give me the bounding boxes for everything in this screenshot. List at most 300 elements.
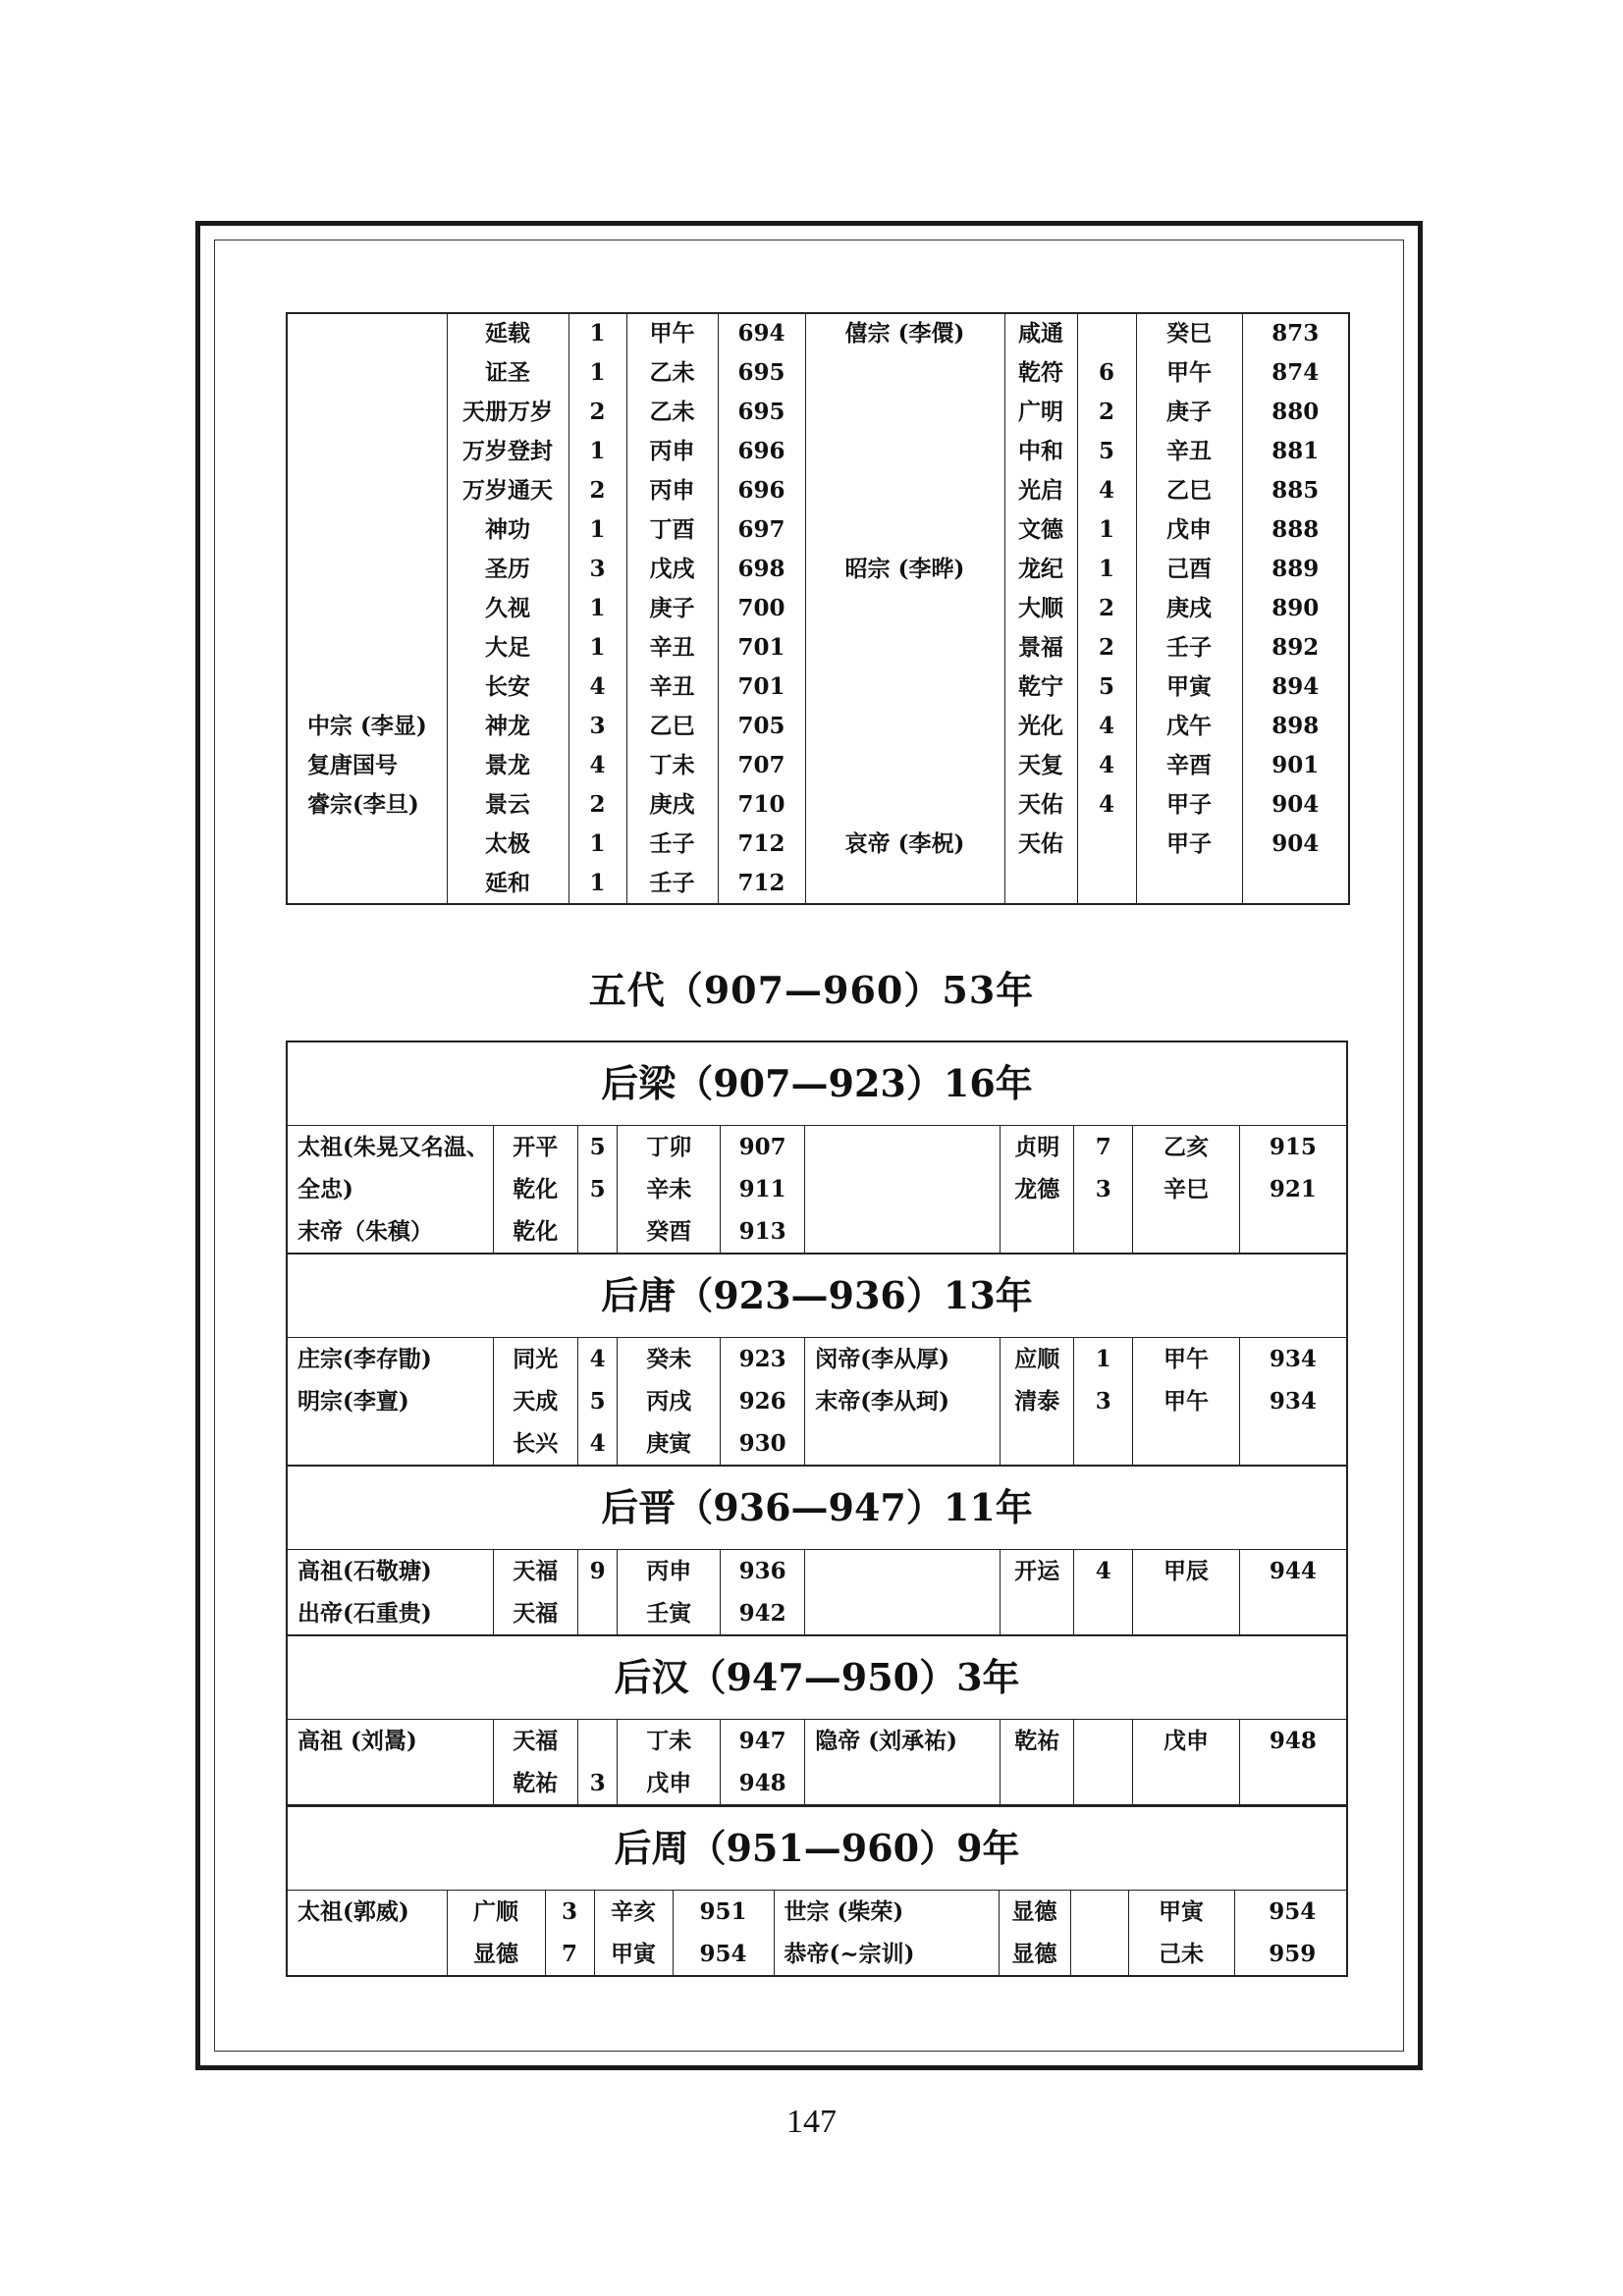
dynasty-cell-g: 辛亥 [594, 1891, 673, 1933]
dynasty-cell-n [577, 1210, 618, 1253]
dynasty-cell-r: 庄宗(李存勖) [288, 1338, 493, 1380]
dynasty-cell-e: 长兴 [493, 1422, 577, 1465]
tang-cell-r [287, 510, 447, 550]
dynasty-cell-e2: 乾祐 [1001, 1720, 1074, 1762]
tang-cell-g: 庚子 [626, 589, 718, 628]
dynasty-cell-y: 923 [721, 1338, 805, 1380]
dynasty-cell-g: 辛未 [618, 1168, 721, 1210]
dynasty-cell-r: 全忠) [288, 1168, 493, 1210]
dynasty-cell-n: 3 [577, 1762, 618, 1804]
dynasty-cell-y2 [1239, 1210, 1346, 1253]
tang-cell-y: 696 [718, 432, 805, 471]
tang-cell-n: 1 [568, 353, 626, 393]
dynasty-cell-g2 [1133, 1762, 1240, 1804]
tang-row [287, 589, 1349, 628]
dynasty-cell-r [288, 1933, 447, 1975]
tang-cell-n: 4 [568, 667, 626, 707]
dynasty-cell-g2: 辛巳 [1133, 1168, 1240, 1210]
page-number: 147 [786, 2104, 837, 2140]
tang-cell-n: 2 [568, 393, 626, 432]
tang-cell-n2: 4 [1077, 746, 1136, 785]
tang-cell-n: 2 [568, 471, 626, 510]
tang-cell-y: 701 [718, 667, 805, 707]
tang-cell-g2: 庚戌 [1136, 589, 1242, 628]
tang-cell-r [287, 589, 447, 628]
dynasty-cell-n: 4 [577, 1338, 618, 1380]
tang-cell-e: 圣历 [447, 550, 568, 589]
dynasty-cell-y: 911 [721, 1168, 805, 1210]
tang-row [287, 471, 1349, 510]
dynasty-cell-g2: 戊申 [1133, 1720, 1240, 1762]
tang-cell-y2: 889 [1242, 550, 1349, 589]
dynasty-cell-r2 [805, 1762, 1001, 1804]
dynasty-cell-y: 930 [721, 1422, 805, 1465]
dynasty-row [288, 1891, 1350, 1933]
tang-cell-n: 1 [568, 628, 626, 667]
tang-cell-r [287, 471, 447, 510]
dynasty-cell-r: 太祖(朱晃又名温、 [288, 1126, 493, 1168]
tang-cell-y: 700 [718, 589, 805, 628]
tang-cell-y2 [1242, 864, 1349, 904]
dynasty-cell-r: 太祖(郭威) [288, 1891, 447, 1933]
dynasty-cell-n: 5 [577, 1380, 618, 1422]
dynasty-cell-y: 948 [721, 1762, 805, 1804]
tang-cell-g2: 甲子 [1136, 825, 1242, 864]
tang-cell-e2: 天佑 [1004, 785, 1077, 825]
dynasty-cell-y2: 944 [1239, 1550, 1346, 1592]
dynasty-reign-table [288, 1550, 1346, 1634]
five-dynasties-title: 五代（907—960）53年 [588, 968, 1035, 1012]
tang-row [287, 864, 1349, 904]
tang-cell-r: 复唐国号 [287, 746, 447, 785]
dynasty-cell-e2: 显德 [999, 1933, 1070, 1975]
tang-cell-r [287, 550, 447, 589]
dynasty-cell-n2 [1070, 1933, 1128, 1975]
dynasty-title: 后汉（947—950）3年 [288, 1636, 1346, 1720]
dynasty-cell-y2: 954 [1234, 1891, 1350, 1933]
tang-cell-g: 丙申 [626, 432, 718, 471]
tang-cell-n2: 2 [1077, 393, 1136, 432]
tang-cell-y2: 898 [1242, 707, 1349, 746]
dynasty-cell-n2 [1074, 1422, 1133, 1465]
dynasty-cell-n: 4 [577, 1422, 618, 1465]
tang-cell-e2: 乾符 [1004, 353, 1077, 393]
tang-cell-e: 太极 [447, 825, 568, 864]
tang-cell-r2 [805, 510, 1004, 550]
tang-cell-g: 庚戌 [626, 785, 718, 825]
dynasty-row [288, 1210, 1346, 1253]
tang-row [287, 393, 1349, 432]
tang-cell-r [287, 628, 447, 667]
dynasty-cell-g2: 甲寅 [1128, 1891, 1234, 1933]
dynasty-cell-n2 [1074, 1210, 1133, 1253]
dynasty-cell-n: 3 [545, 1891, 594, 1933]
tang-cell-e: 延载 [447, 313, 568, 353]
tang-cell-e: 长安 [447, 667, 568, 707]
dynasty-reign-table [288, 1126, 1346, 1253]
tang-cell-y2: 881 [1242, 432, 1349, 471]
dynasty-cell-r: 末帝（朱稹） [288, 1210, 493, 1253]
dynasty-cell-g: 丁卯 [618, 1126, 721, 1168]
tang-cell-g2: 庚子 [1136, 393, 1242, 432]
tang-cell-r: 中宗 (李显) [287, 707, 447, 746]
tang-cell-g: 乙未 [626, 393, 718, 432]
tang-cell-r2 [805, 432, 1004, 471]
tang-cell-y2: 873 [1242, 313, 1349, 353]
tang-cell-n2: 6 [1077, 353, 1136, 393]
dynasty-cell-e: 乾化 [493, 1210, 577, 1253]
dynasty-cell-n2: 7 [1074, 1126, 1133, 1168]
dynasty-cell-r2: 恭帝(~宗训) [774, 1933, 999, 1975]
dynasty-cell-g: 癸酉 [618, 1210, 721, 1253]
tang-cell-g: 甲午 [626, 313, 718, 353]
tang-cell-y2: 874 [1242, 353, 1349, 393]
dynasty-cell-n2: 3 [1074, 1168, 1133, 1210]
dynasty-cell-r: 高祖(石敬瑭) [288, 1550, 493, 1592]
tang-cell-e2: 乾宁 [1004, 667, 1077, 707]
dynasty-title: 后周（951—960）9年 [288, 1807, 1346, 1891]
dynasty-cell-y: 954 [673, 1933, 774, 1975]
dynasty-cell-y2: 915 [1239, 1126, 1346, 1168]
dynasty-cell-y: 947 [721, 1720, 805, 1762]
tang-cell-n: 2 [568, 785, 626, 825]
tang-cell-g2: 甲子 [1136, 785, 1242, 825]
tang-cell-g: 乙巳 [626, 707, 718, 746]
dynasty-cell-y2: 959 [1234, 1933, 1350, 1975]
dynasty-cell-r2: 世宗 (柴荣) [774, 1891, 999, 1933]
tang-row [287, 550, 1349, 589]
tang-cell-e2: 光启 [1004, 471, 1077, 510]
tang-cell-r: 睿宗(李旦) [287, 785, 447, 825]
tang-cell-y2: 904 [1242, 825, 1349, 864]
tang-cell-r [287, 667, 447, 707]
tang-cell-y: 707 [718, 746, 805, 785]
tang-cell-n: 1 [568, 432, 626, 471]
dynasty-row [288, 1168, 1346, 1210]
dynasty-cell-y: 913 [721, 1210, 805, 1253]
tang-cell-e: 证圣 [447, 353, 568, 393]
dynasty-cell-e2: 贞明 [1001, 1126, 1074, 1168]
dynasty-cell-e2 [1001, 1592, 1074, 1634]
dynasty-cell-n2 [1070, 1891, 1128, 1933]
dynasty-cell-n: 9 [577, 1550, 618, 1592]
dynasty-row [288, 1720, 1346, 1762]
tang-cell-e: 神龙 [447, 707, 568, 746]
dynasty-cell-n2: 3 [1074, 1380, 1133, 1422]
dynasty-cell-y2: 948 [1239, 1720, 1346, 1762]
tang-cell-r [287, 825, 447, 864]
tang-cell-n2: 5 [1077, 432, 1136, 471]
dynasty-cell-e2 [1001, 1762, 1074, 1804]
tang-cell-n2 [1077, 825, 1136, 864]
tang-cell-y2: 901 [1242, 746, 1349, 785]
tang-cell-e: 大足 [447, 628, 568, 667]
dynasty-cell-r2 [805, 1422, 1001, 1465]
dynasty-reign-table [288, 1720, 1346, 1804]
dynasty-block [286, 1634, 1348, 1806]
dynasty-cell-n2 [1074, 1592, 1133, 1634]
tang-row [287, 313, 1349, 353]
tang-cell-y2: 888 [1242, 510, 1349, 550]
dynasty-reign-table [288, 1338, 1346, 1465]
dynasty-cell-y: 951 [673, 1891, 774, 1933]
tang-cell-g2: 甲寅 [1136, 667, 1242, 707]
tang-cell-n2 [1077, 864, 1136, 904]
tang-cell-r [287, 353, 447, 393]
dynasty-row [288, 1592, 1346, 1634]
dynasty-cell-g2: 乙亥 [1133, 1126, 1240, 1168]
tang-cell-r2 [805, 864, 1004, 904]
dynasty-cell-n2 [1074, 1720, 1133, 1762]
tang-cell-y: 695 [718, 393, 805, 432]
dynasty-cell-g2 [1133, 1210, 1240, 1253]
tang-cell-e2: 咸通 [1004, 313, 1077, 353]
dynasty-cell-g2: 甲午 [1133, 1380, 1240, 1422]
dynasty-title: 后晋（936—947）11年 [288, 1467, 1346, 1550]
dynasty-cell-e: 乾祐 [493, 1762, 577, 1804]
dynasty-cell-r2 [805, 1592, 1001, 1634]
tang-cell-e: 延和 [447, 864, 568, 904]
dynasty-cell-g: 壬寅 [618, 1592, 721, 1634]
tang-cell-y: 694 [718, 313, 805, 353]
tang-cell-n2 [1077, 313, 1136, 353]
dynasty-cell-n: 5 [577, 1168, 618, 1210]
dynasty-cell-r [288, 1422, 493, 1465]
tang-cell-y2: 890 [1242, 589, 1349, 628]
tang-cell-g2 [1136, 864, 1242, 904]
tang-cell-r2 [805, 746, 1004, 785]
dynasty-cell-r2 [805, 1550, 1001, 1592]
dynasty-cell-e2 [1001, 1210, 1074, 1253]
tang-cell-y: 712 [718, 825, 805, 864]
dynasty-cell-y: 936 [721, 1550, 805, 1592]
dynasty-cell-g: 戊申 [618, 1762, 721, 1804]
dynasty-row [288, 1762, 1346, 1804]
tang-cell-g2: 辛酉 [1136, 746, 1242, 785]
tang-cell-g: 丙申 [626, 471, 718, 510]
tang-cell-g2: 戊午 [1136, 707, 1242, 746]
dynasty-cell-e: 天成 [493, 1380, 577, 1422]
dynasty-cell-r2 [805, 1126, 1001, 1168]
tang-cell-y: 705 [718, 707, 805, 746]
dynasty-cell-n [577, 1720, 618, 1762]
tang-cell-r2 [805, 589, 1004, 628]
tang-cell-n: 1 [568, 313, 626, 353]
dynasty-row [288, 1422, 1346, 1465]
dynasty-cell-y2 [1239, 1592, 1346, 1634]
tang-cell-e2: 光化 [1004, 707, 1077, 746]
tang-cell-y: 712 [718, 864, 805, 904]
dynasty-cell-e: 显德 [447, 1933, 545, 1975]
tang-cell-g: 壬子 [626, 825, 718, 864]
dynasty-cell-g: 丁未 [618, 1720, 721, 1762]
tang-cell-r2: 哀帝 (李柷) [805, 825, 1004, 864]
dynasty-cell-g: 庚寅 [618, 1422, 721, 1465]
tang-cell-n2: 5 [1077, 667, 1136, 707]
tang-cell-r [287, 313, 447, 353]
tang-cell-r [287, 864, 447, 904]
tang-cell-g2: 己酉 [1136, 550, 1242, 589]
tang-cell-y2: 892 [1242, 628, 1349, 667]
dynasty-cell-g2: 甲辰 [1133, 1550, 1240, 1592]
tang-cell-e2: 文德 [1004, 510, 1077, 550]
dynasty-cell-y: 907 [721, 1126, 805, 1168]
dynasty-cell-e2: 显德 [999, 1891, 1070, 1933]
dynasty-row [288, 1338, 1346, 1380]
tang-cell-n: 1 [568, 510, 626, 550]
tang-cell-n: 1 [568, 589, 626, 628]
dynasty-title: 后梁（907—923）16年 [288, 1042, 1346, 1126]
tang-cell-g: 壬子 [626, 864, 718, 904]
tang-row [287, 353, 1349, 393]
tang-cell-r2 [805, 707, 1004, 746]
dynasty-cell-g2: 己未 [1128, 1933, 1234, 1975]
tang-cell-n: 1 [568, 864, 626, 904]
tang-cell-r [287, 393, 447, 432]
tang-cell-e2: 中和 [1004, 432, 1077, 471]
dynasty-cell-e2: 龙德 [1001, 1168, 1074, 1210]
tang-cell-g2: 辛丑 [1136, 432, 1242, 471]
tang-cell-e2: 龙纪 [1004, 550, 1077, 589]
dynasty-cell-y2 [1239, 1762, 1346, 1804]
tang-cell-g: 戊戌 [626, 550, 718, 589]
dynasty-block [286, 1805, 1348, 1977]
tang-cell-r2 [805, 785, 1004, 825]
tang-cell-y: 695 [718, 353, 805, 393]
tang-row [287, 667, 1349, 707]
tang-row [287, 432, 1349, 471]
dynasty-cell-y: 926 [721, 1380, 805, 1422]
dynasty-cell-e2: 清泰 [1001, 1380, 1074, 1422]
dynasty-cell-e: 天福 [493, 1550, 577, 1592]
tang-cell-n: 4 [568, 746, 626, 785]
dynasty-cell-n: 5 [577, 1126, 618, 1168]
dynasty-cell-e: 天福 [493, 1720, 577, 1762]
tang-cell-y: 698 [718, 550, 805, 589]
tang-cell-e2: 景福 [1004, 628, 1077, 667]
tang-row [287, 785, 1349, 825]
tang-cell-e2 [1004, 864, 1077, 904]
tang-cell-e: 久视 [447, 589, 568, 628]
dynasty-cell-e: 乾化 [493, 1168, 577, 1210]
dynasty-row [288, 1550, 1346, 1592]
tang-cell-e2: 广明 [1004, 393, 1077, 432]
tang-cell-y2: 880 [1242, 393, 1349, 432]
dynasty-cell-g: 丙戌 [618, 1380, 721, 1422]
dynasty-cell-e2: 开运 [1001, 1550, 1074, 1592]
dynasty-cell-y: 942 [721, 1592, 805, 1634]
tang-cell-e: 万岁登封 [447, 432, 568, 471]
tang-cell-g: 乙未 [626, 353, 718, 393]
dynasty-cell-r: 明宗(李亶) [288, 1380, 493, 1422]
tang-cell-r2 [805, 471, 1004, 510]
dynasty-cell-n: 7 [545, 1933, 594, 1975]
dynasty-block [286, 1465, 1348, 1636]
tang-cell-e: 万岁通天 [447, 471, 568, 510]
tang-cell-g2: 乙巳 [1136, 471, 1242, 510]
dynasty-block [286, 1041, 1348, 1255]
dynasty-row [288, 1126, 1346, 1168]
tang-cell-e: 景云 [447, 785, 568, 825]
dynasty-cell-y2: 934 [1239, 1380, 1346, 1422]
dynasty-cell-g: 丙申 [618, 1550, 721, 1592]
dynasty-cell-r2 [805, 1168, 1001, 1210]
tang-cell-g: 丁酉 [626, 510, 718, 550]
dynasty-cell-r2: 隐帝 (刘承祐) [805, 1720, 1001, 1762]
dynasty-cell-r [288, 1762, 493, 1804]
dynasty-cell-g2 [1133, 1592, 1240, 1634]
tang-cell-n2: 4 [1077, 707, 1136, 746]
dynasty-cell-g2 [1133, 1422, 1240, 1465]
dynasty-title: 后唐（923—936）13年 [288, 1255, 1346, 1338]
dynasty-cell-r2: 末帝(李从珂) [805, 1380, 1001, 1422]
dynasty-cell-r: 高祖 (刘暠) [288, 1720, 493, 1762]
tang-cell-g: 辛丑 [626, 628, 718, 667]
tang-cell-e: 天册万岁 [447, 393, 568, 432]
tang-cell-y: 696 [718, 471, 805, 510]
tang-row [287, 825, 1349, 864]
tang-row [287, 628, 1349, 667]
dynasty-cell-y2: 921 [1239, 1168, 1346, 1210]
tang-cell-g: 辛丑 [626, 667, 718, 707]
tang-cell-g2: 戊申 [1136, 510, 1242, 550]
tang-cell-y2: 885 [1242, 471, 1349, 510]
tang-cell-r2 [805, 628, 1004, 667]
tang-cell-r [287, 432, 447, 471]
tang-cell-n2: 4 [1077, 471, 1136, 510]
dynasty-cell-e: 同光 [493, 1338, 577, 1380]
tang-cell-n2: 4 [1077, 785, 1136, 825]
dynasty-cell-g: 甲寅 [594, 1933, 673, 1975]
dynasty-cell-r2: 闵帝(李从厚) [805, 1338, 1001, 1380]
tang-cell-g2: 壬子 [1136, 628, 1242, 667]
dynasty-cell-e: 开平 [493, 1126, 577, 1168]
dynasty-cell-e2: 应顺 [1001, 1338, 1074, 1380]
tang-cell-y2: 894 [1242, 667, 1349, 707]
tang-cell-n2: 2 [1077, 628, 1136, 667]
tang-reign-table [286, 312, 1350, 905]
tang-row [287, 707, 1349, 746]
tang-cell-n: 3 [568, 550, 626, 589]
tang-cell-r2 [805, 667, 1004, 707]
tang-cell-g2: 癸巳 [1136, 313, 1242, 353]
tang-row [287, 510, 1349, 550]
tang-cell-n: 1 [568, 825, 626, 864]
tang-cell-y: 710 [718, 785, 805, 825]
tang-cell-g: 丁未 [626, 746, 718, 785]
tang-cell-e: 神功 [447, 510, 568, 550]
tang-cell-r2: 僖宗 (李儇) [805, 313, 1004, 353]
tang-cell-n2: 1 [1077, 510, 1136, 550]
dynasty-cell-r2 [805, 1210, 1001, 1253]
dynasty-cell-n [577, 1592, 618, 1634]
dynasty-cell-e: 天福 [493, 1592, 577, 1634]
tang-cell-e: 景龙 [447, 746, 568, 785]
tang-cell-e2: 天复 [1004, 746, 1077, 785]
dynasty-cell-g: 癸未 [618, 1338, 721, 1380]
tang-cell-n2: 2 [1077, 589, 1136, 628]
dynasty-cell-n2 [1074, 1762, 1133, 1804]
dynasty-reign-table [288, 1891, 1350, 1975]
tang-cell-g2: 甲午 [1136, 353, 1242, 393]
dynasty-block [286, 1253, 1348, 1467]
dynasty-cell-r: 出帝(石重贵) [288, 1592, 493, 1634]
tang-row [287, 746, 1349, 785]
tang-cell-r2: 昭宗 (李晔) [805, 550, 1004, 589]
tang-cell-n2: 1 [1077, 550, 1136, 589]
tang-cell-e2: 大顺 [1004, 589, 1077, 628]
dynasty-row [288, 1380, 1346, 1422]
